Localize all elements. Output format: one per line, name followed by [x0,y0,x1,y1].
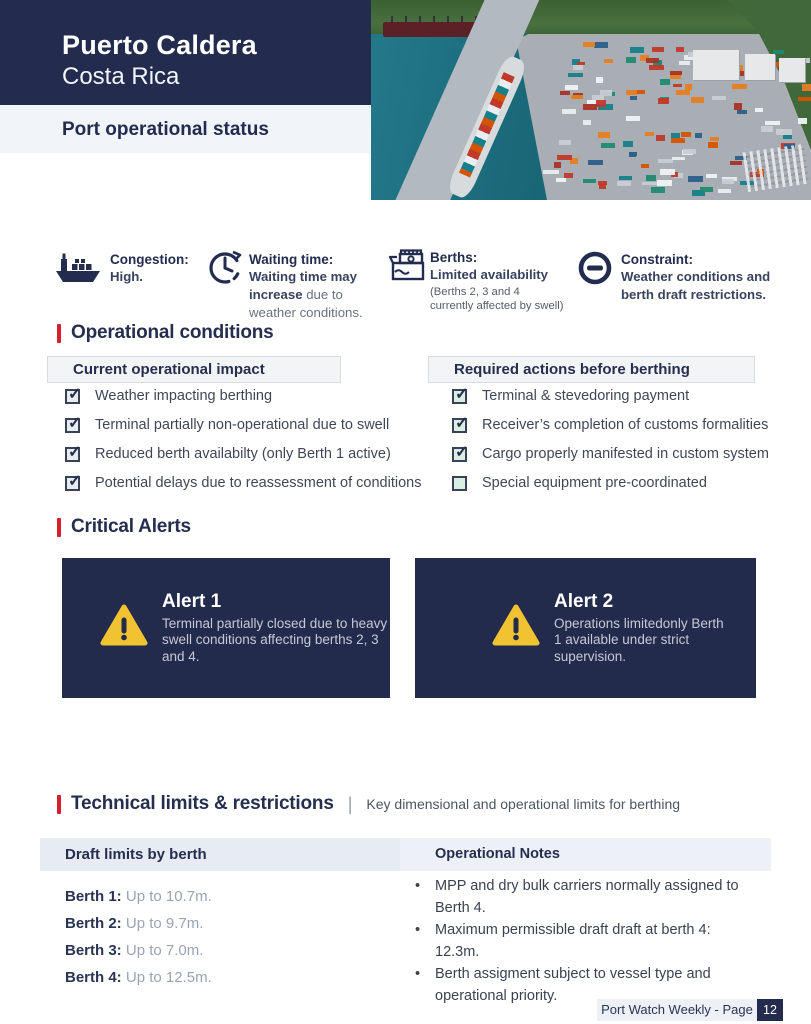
status-value: Limited availability [430,267,548,282]
photo-warehouse [693,50,739,80]
checkbox-checked: ✓ [65,389,80,404]
note-bullet: • Berth assigment subject to vessel type and operational priority. [413,964,758,1007]
status-congestion [110,252,202,286]
accent-bar [57,795,61,814]
alert-body: Terminal partially closed due to heavy swell conditions affecting berths 2, 3 and 4. [162,615,388,664]
photo-warehouse [779,58,805,82]
footer-page-number: 12 [757,999,783,1021]
column-header-actions: Required actions before berthing [428,356,755,383]
status-value: Waiting time may increase [249,269,357,302]
ship-icon [53,250,103,291]
check-item [452,444,769,464]
no-entry-icon [577,250,613,291]
check-label: Weather impacting berthing [95,388,273,404]
check-label: Potential delays due to reassessment of conditions [95,475,422,491]
check-item [65,415,389,435]
status-title: Berths: [430,250,478,265]
berth-value: Up to 10.7m. [121,888,212,905]
checkbox-checked: ✓ [452,418,467,433]
check-item [65,473,421,493]
status-detail: due to weather conditions. [249,287,363,320]
operational-notes-list [413,876,758,1008]
berth-label: Berth 3: [65,942,122,959]
check-label: Terminal & stevedoring payment [482,388,690,404]
check-label: Receiver’s completion of customs formalities [482,417,769,433]
clock-icon [206,249,244,292]
page-title: Puerto Caldera [62,30,257,60]
berth-limit-row [65,942,203,959]
check-item [452,473,707,493]
note-bullet: • Maximum permissible draft draft at berth 4: 12.3m. [413,920,758,963]
alert-body: Operations limitedonly Berth 1 available under strict supervision. [554,615,724,664]
checkbox-checked: ✓ [452,389,467,404]
status-waiting-time [249,252,363,322]
technical-limits-heading [57,793,680,815]
draft-limits-header: Draft limits by berth [40,838,400,871]
section-title: Technical limits & restrictions [71,793,334,814]
footer-label: Port Watch Weekly - Page [597,999,757,1021]
alert-card-1 [62,558,390,698]
alert-title: Alert 1 [162,590,222,612]
column-header-impact: Current operational impact [47,356,341,383]
photo-parked-cars [743,144,810,192]
berth-label: Berth 2: [65,915,122,932]
status-title: Waiting time: [249,252,334,267]
warning-icon [492,604,540,653]
operational-notes-header: Operational Notes [400,838,771,871]
alert-card-2 [415,558,756,698]
berth-limit-row [65,969,212,986]
checkbox-checked: ✓ [452,447,467,462]
berth-icon [388,247,428,292]
check-item [452,386,689,406]
section-title: Critical Alerts [71,516,191,537]
page-subtitle: Costa Rica [62,63,180,90]
accent-bar [57,324,61,343]
photo-warehouse [745,54,775,80]
berth-limit-row [65,915,203,932]
accent-bar [57,518,61,537]
operational-conditions-heading [57,322,274,344]
checkbox-unchecked [452,476,467,491]
status-constraint [621,252,789,304]
check-item [65,444,391,464]
check-item [65,386,272,406]
note-bullet: • MPP and dry bulk carriers normally assigned to Berth 4. [413,876,758,919]
critical-alerts-heading [57,516,191,538]
check-label: Cargo properly manifested in custom system [482,446,769,462]
port-aerial-photo [371,0,811,200]
status-note: (Berths 2, 3 and 4 currently affected by swell) [430,286,564,312]
heading-separator: | [347,793,353,814]
section-banner-label: Port operational status [62,119,269,140]
berth-limit-row [65,888,212,905]
checkbox-checked: ✓ [65,418,80,433]
section-title: Operational conditions [71,322,274,343]
checkbox-checked: ✓ [65,447,80,462]
status-title: Congestion: [110,252,189,267]
berth-value: Up to 12.5m. [121,969,212,986]
status-value: High. [110,269,143,284]
checkbox-checked: ✓ [65,476,80,491]
check-label: Reduced berth availabilty (only Berth 1 active) [95,446,391,462]
check-label: Special equipment pre-coordinated [482,475,707,491]
check-label: Terminal partially non-operational due to swell [95,417,390,433]
status-title: Constraint: [621,252,693,267]
alert-title: Alert 2 [554,590,614,612]
berth-label: Berth 1: [65,888,122,905]
status-berths [430,250,566,313]
check-item [452,415,768,435]
berth-value: Up to 7.0m. [121,942,204,959]
status-value: Weather conditions and berth draft restrictions. [621,269,771,302]
warning-icon [100,604,148,653]
berth-value: Up to 9.7m. [121,915,204,932]
section-subtitle: Key dimensional and operational limits for berthing [366,796,681,812]
berth-label: Berth 4: [65,969,122,986]
